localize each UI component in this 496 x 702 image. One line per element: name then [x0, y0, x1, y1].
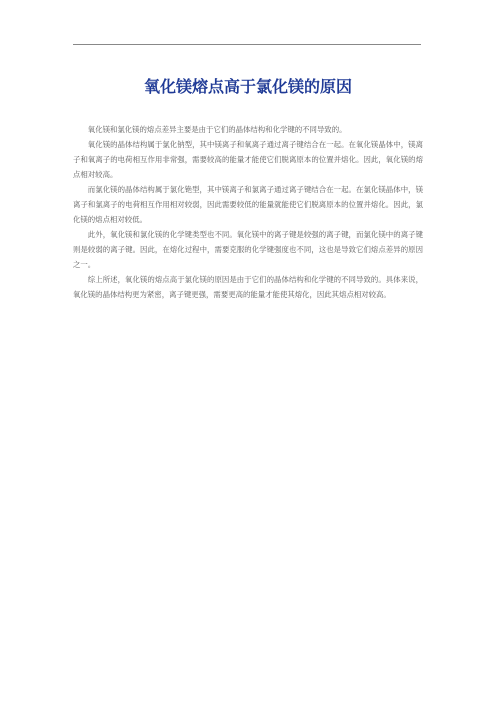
header-rule: [73, 44, 421, 45]
paragraph-magnesium-chloride: 而氯化镁的晶体结构属于氯化铯型，其中镁离子和氯离子通过离子键结合在一起。在氯化镁晶体中，镁离子和氯离子的电荷相互作用相对较弱，因此需要较低的能量就能使它们脱离原本的位置并熔化。因此，氯化镁的熔点相对较低。: [73, 185, 423, 224]
paragraph-conclusion: 综上所述，氧化镁的熔点高于氯化镁的原因是由于它们的晶体结构和化学键的不同导致的。具体来说，氧化镁的晶体结构更为紧密，离子键更强，需要更高的能量才能使其熔化，因此其熔点相对较高。: [73, 275, 423, 299]
paragraph-magnesium-oxide: 氧化镁的晶体结构属于氯化钠型，其中镁离子和氧离子通过离子键结合在一起。在氧化镁晶体中，镁离子和氧离子的电荷相互作用非常强，需要较高的能量才能使它们脱离原本的位置并熔化。因此，氧化镁的熔点相对较高。: [73, 140, 423, 179]
document-body: [73, 122, 423, 302]
paragraph-intro: 氧化镁和氯化镁的熔点差异主要是由于它们的晶体结构和化学键的不同导致的。: [87, 125, 347, 134]
paragraph-chemical-bonds: 此外，氧化镁和氯化镁的化学键类型也不同。氧化镁中的离子键是较强的离子键，而氯化镁中的离子键则是较弱的离子键。因此，在熔化过程中，需要克服的化学键强度也不同，这也是导致它们熔点差异的原因之一。: [73, 230, 423, 269]
document-title: 氧化镁熔点高于氯化镁的原因: [143, 77, 352, 96]
